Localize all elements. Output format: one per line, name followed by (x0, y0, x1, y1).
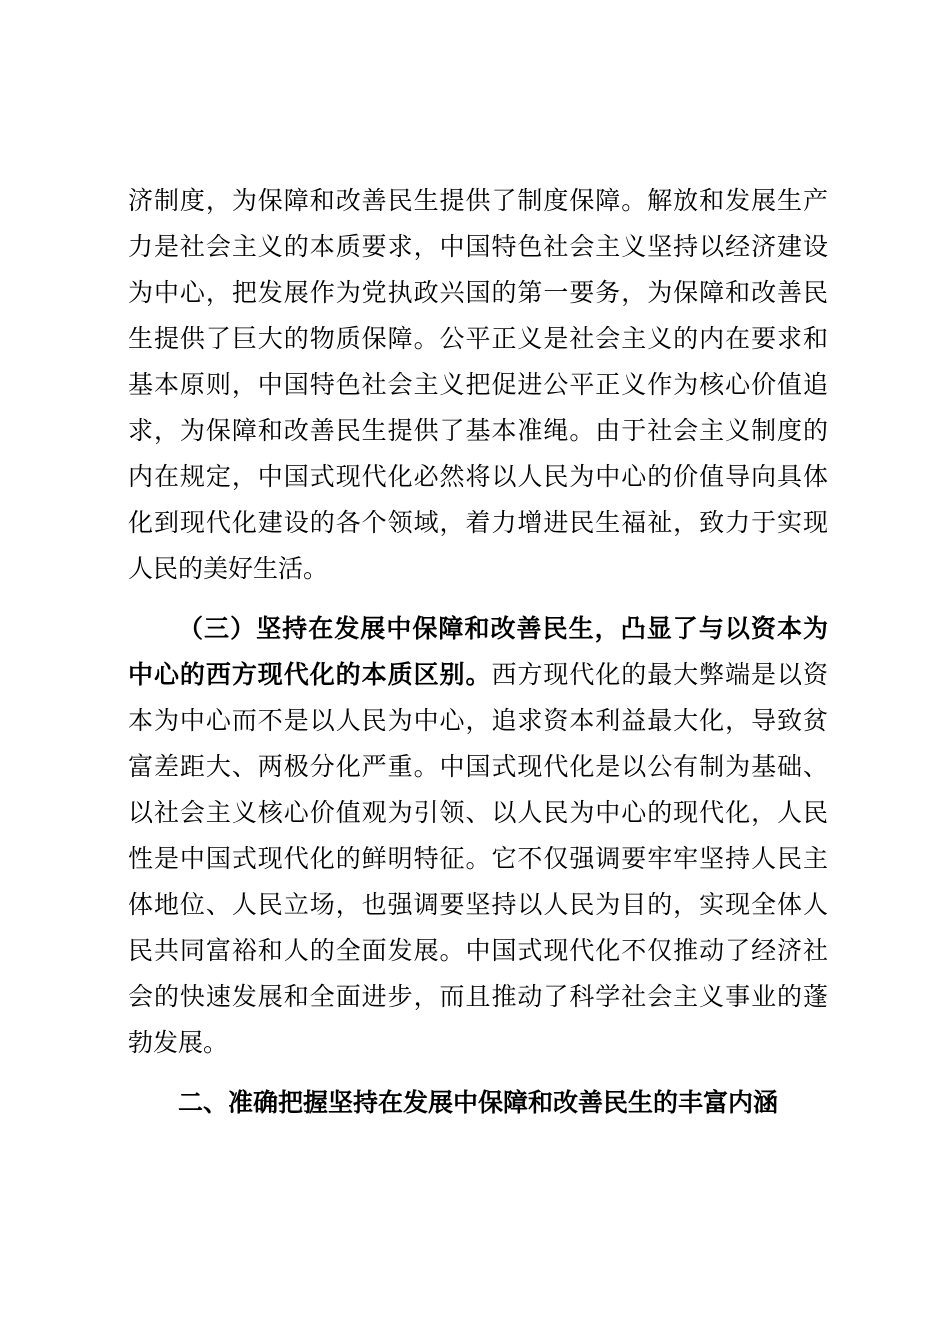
paragraph-line: 勃发展。 (128, 1028, 229, 1057)
section-heading-three: （三）坚持在发展中保障和改善民生，凸显了与以资本为 (178, 614, 828, 643)
paragraph-line (128, 652, 828, 698)
paragraph-socialist-system (128, 178, 828, 592)
paragraph-line: 求，为保障和改善民生提供了基本准绳。由于社会主义制度的 (128, 416, 828, 445)
paragraph-line: 性是中国式现代化的鲜明特征。它不仅强调要牢牢坚持人民主 (128, 844, 828, 873)
paragraph-spacer (128, 592, 828, 606)
paragraph-line: 为中心，把发展作为党执政兴国的第一要务，为保障和改善民 (128, 278, 828, 307)
paragraph-line: 力是社会主义的本质要求，中国特色社会主义坚持以经济建设 (128, 232, 828, 261)
document-page (128, 178, 828, 1126)
paragraph-western-contrast (128, 606, 828, 1066)
section-heading-two: 二、准确把握坚持在发展中保障和改善民生的丰富内涵 (178, 1088, 779, 1117)
paragraph-line: 体地位、人民立场，也强调要坚持以人民为目的，实现全体人 (128, 890, 828, 919)
paragraph-spacer (128, 1066, 828, 1080)
paragraph-line: 富差距大、两极分化严重。中国式现代化是以公有制为基础、 (128, 752, 828, 781)
paragraph-line: 本为中心而不是以人民为中心，追求资本利益最大化，导致贫 (128, 706, 828, 735)
paragraph-line: 基本原则，中国特色社会主义把促进公平正义作为核心价值追 (128, 370, 828, 399)
paragraph-line: 会的快速发展和全面进步，而且推动了科学社会主义事业的蓬 (128, 982, 828, 1011)
paragraph-line: 济制度，为保障和改善民生提供了制度保障。解放和发展生产 (128, 186, 828, 215)
paragraph-line: 化到现代化建设的各个领域，着力增进民生福祉，致力于实现 (128, 508, 828, 537)
paragraph-line: 人民的美好生活。 (128, 554, 329, 583)
paragraph-line: 内在规定，中国式现代化必然将以人民为中心的价值导向具体 (128, 462, 828, 491)
paragraph-line: 以社会主义核心价值观为引领、以人民为中心的现代化，人民 (128, 798, 828, 827)
section-heading-three-continued: 中心的西方现代化的本质区别。 (128, 660, 492, 689)
paragraph-text: 西方现代化的最大弊端是以资 (491, 660, 828, 689)
paragraph-line: 生提供了巨大的物质保障。公平正义是社会主义的内在要求和 (128, 324, 828, 353)
paragraph-line: 民共同富裕和人的全面发展。中国式现代化不仅推动了经济社 (128, 936, 828, 965)
